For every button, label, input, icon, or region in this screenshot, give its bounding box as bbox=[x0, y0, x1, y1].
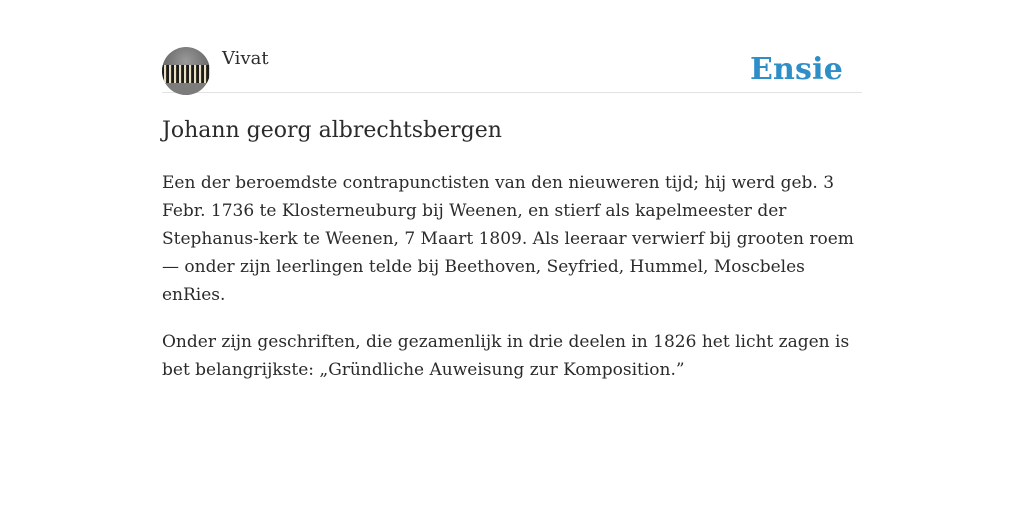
brand-logo[interactable]: Ensie bbox=[749, 52, 843, 87]
bookshelf-image bbox=[162, 65, 210, 83]
article-title: Johann georg albrechtsbergen bbox=[162, 118, 502, 143]
author-avatar[interactable] bbox=[162, 47, 210, 95]
article-body bbox=[162, 169, 862, 403]
article-paragraph: Onder zijn geschriften, die gezamenlijk in drie deelen in 1826 het licht zagen is bet belangrijkste: „Gründliche Auweisung zur Komposition.” bbox=[162, 332, 850, 380]
header bbox=[162, 46, 862, 93]
shelf-image bbox=[162, 83, 210, 95]
article-paragraph: Een der beroemdste contrapunctisten van den nieuweren tijd; hij werd geb. 3 Febr. 1736 te Klosterneuburg bij Weenen, en stierf als kapelmeester der Stephanus-kerk te Weenen, 7 Maart 1809. Als leeraar verwierf bij grooten roem — onder zijn leerlingen telde bij Beethoven, Seyfried, Hummel, Moscbeles enRies. bbox=[162, 173, 854, 305]
author-name[interactable]: Vivat bbox=[222, 48, 269, 69]
